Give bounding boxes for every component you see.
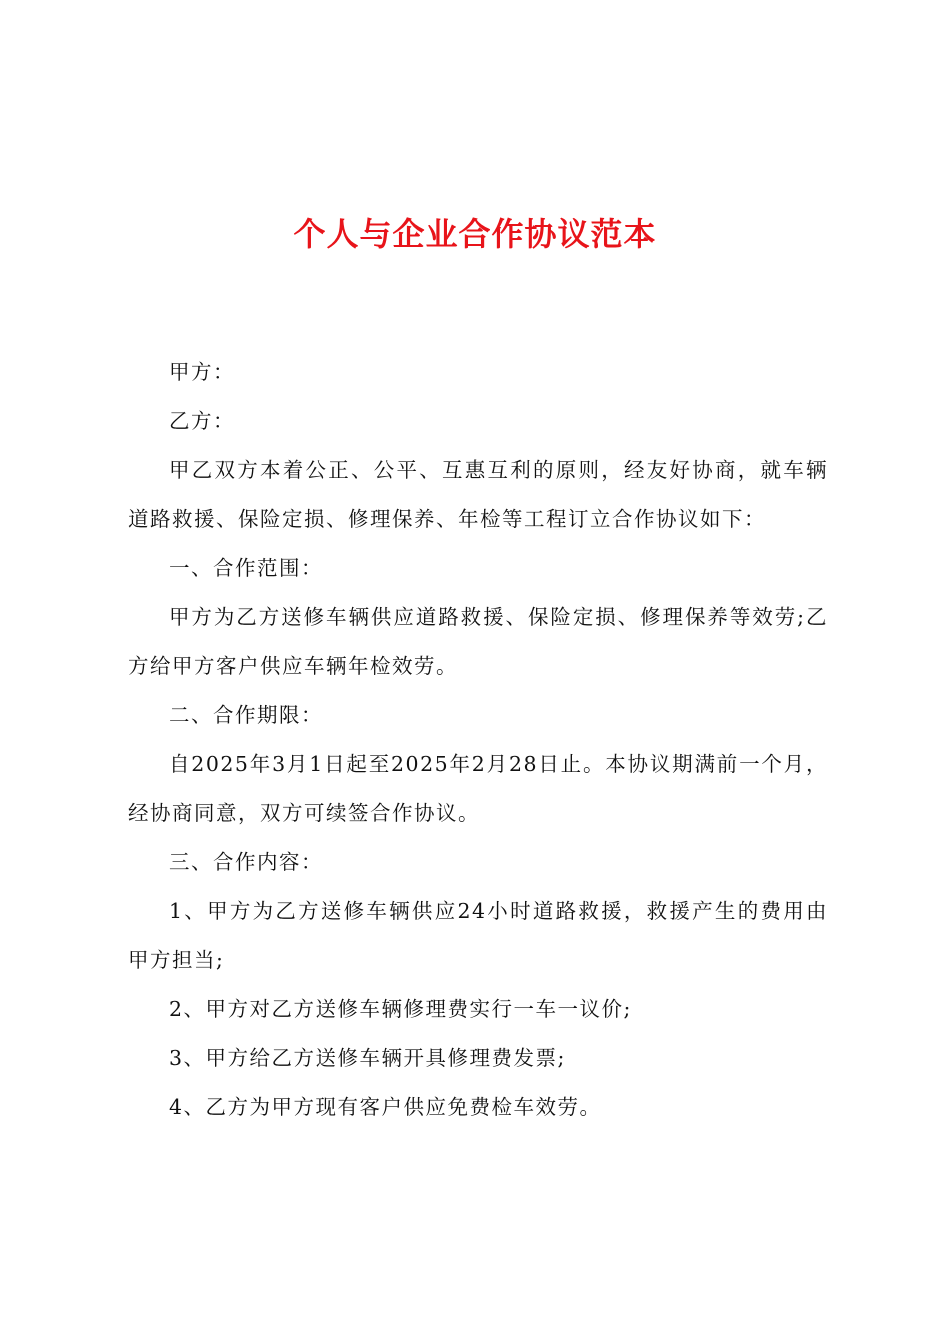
content-item-2: 2、甲方对乙方送修车辆修理费实行一车一议价; [169,997,632,1021]
section-heading-scope: 一、合作范围： [169,556,323,580]
party-a-line: 甲方： [169,360,235,384]
content-item-1: 1、甲方为乙方送修车辆供应24小时道路救援，救援产生的费用由甲方担当; [128,899,828,972]
term-paragraph: 自2025年3月1日起至2025年2月28日止。本协议期满前一个月，经协商同意，双方可续签合作协议。 [128,752,828,825]
content-item-3: 3、甲方给乙方送修车辆开具修理费发票; [169,1046,566,1070]
document-title: 个人与企业合作协议范本 [293,215,657,253]
party-b-line: 乙方： [169,409,235,433]
scope-paragraph: 甲方为乙方送修车辆供应道路救援、保险定损、修理保养等效劳;乙方给甲方客户供应车辆年检效劳。 [128,605,828,678]
section-heading-content: 三、合作内容： [169,850,323,874]
content-item-4: 4、乙方为甲方现有客户供应免费检车效劳。 [169,1095,602,1119]
document-body [128,348,828,1132]
section-heading-term: 二、合作期限： [169,703,323,727]
preamble-paragraph: 甲乙双方本着公正、公平、互惠互利的原则，经友好协商，就车辆道路救援、保险定损、修理保养、年检等工程订立合作协议如下： [128,458,828,531]
